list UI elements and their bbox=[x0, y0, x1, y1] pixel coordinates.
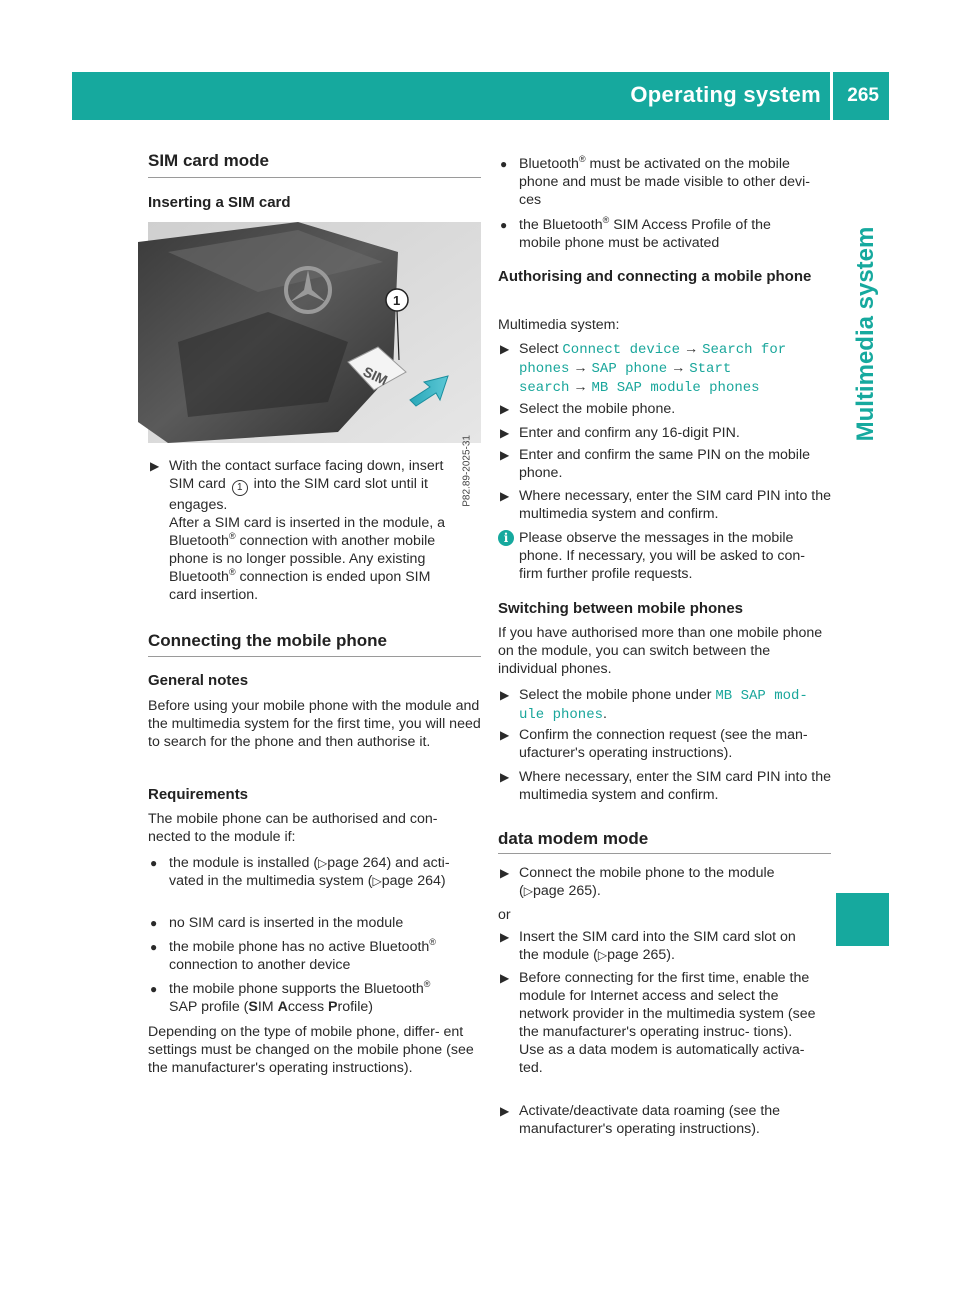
section-rule bbox=[148, 656, 481, 657]
sim-label: SIM bbox=[360, 363, 391, 389]
list-item: ▶ Where necessary, enter the SIM card PIN into the multimedia system and confirm. bbox=[500, 769, 831, 803]
sim-card-figure bbox=[148, 222, 481, 507]
step-marker-icon: ▶ bbox=[500, 1104, 510, 1118]
bullet-icon: ● bbox=[500, 157, 508, 171]
bullet-icon: ● bbox=[150, 982, 158, 996]
list-item: ▶ Enter and confirm the same PIN on the mobile phone. bbox=[500, 447, 810, 481]
info-icon: i bbox=[498, 530, 514, 546]
step-marker-icon: ▶ bbox=[500, 489, 510, 503]
section-title-connecting: Connecting the mobile phone bbox=[148, 631, 387, 650]
bullet-icon: ● bbox=[150, 940, 158, 954]
list-item: ● the mobile phone supports the Bluetooth® SAP profile (SIM Access Profile) bbox=[150, 979, 431, 1015]
list-item: ● the mobile phone has no active Bluetooth® connection to another device bbox=[150, 937, 436, 973]
step-marker-icon: ▶ bbox=[500, 448, 510, 462]
list-item: ▶ Select Connect device → Search for phones → SAP phone → Start search → MB SAP module phones bbox=[500, 341, 787, 396]
step-marker-icon: ▶ bbox=[500, 342, 510, 356]
menu-search: search bbox=[519, 380, 570, 396]
page-number: 265 bbox=[847, 85, 879, 106]
subsection-title-requirements: Requirements bbox=[148, 786, 249, 803]
step-marker-icon: ▶ bbox=[150, 459, 160, 473]
sim-module-illustration bbox=[148, 222, 481, 443]
subsection-title-switching: Switching between mobile phones bbox=[498, 600, 744, 617]
side-tab-marker bbox=[836, 893, 889, 946]
menu-connect-device: Connect device bbox=[562, 342, 681, 358]
general-notes-text: Before using your mobile phone with the module and the multimedia system for the first time, you will need to search for the phone and then authorise it. bbox=[148, 698, 481, 750]
list-item: ▶ With the contact surface facing down, insert SIM card 1 into the SIM card slot until it engages. After a SIM card is inserted in the module, a Bluetooth® connection with another mobile phone is no longer possible. Any existing Bluetooth® connection is ended upon SIM card insertion. bbox=[150, 458, 445, 603]
subsection-title-authorising: Authorising and connecting a mobile phone bbox=[498, 268, 812, 285]
auth-intro: Multimedia system: bbox=[498, 317, 620, 333]
list-item: ● the module is installed (▷page 264) and acti- vated in the multimedia system (▷page 264) bbox=[150, 855, 450, 889]
side-tab bbox=[836, 120, 889, 710]
list-item: ▶ Before connecting for the first time, enable the module for Internet access and select the network provider in the multimedia system (see the manufacturer's operating instruc- tions). Use as a data modem is automatically activa- ted. bbox=[500, 970, 816, 1076]
info-note: i Please observe the messages in the mobile phone. If necessary, you will be asked to con- firm further profile requests. bbox=[498, 529, 831, 583]
page-ref-icon: ▷ bbox=[523, 884, 533, 898]
section-title-data-modem: data modem mode bbox=[498, 829, 649, 848]
depending-text: Depending on the type of mobile phone, differ- ent settings must be changed on the mobile phone (see the manufacturer's operating instructions). bbox=[148, 1024, 474, 1076]
requirements-intro: The mobile phone can be authorised and con- nected to the module if: bbox=[148, 811, 438, 845]
list-item: ▶ Insert the SIM card into the SIM card slot on the module (▷page 265). bbox=[500, 929, 796, 963]
step-marker-icon: ▶ bbox=[500, 866, 510, 880]
menu-mb-sap-module: MB SAP mod‐ bbox=[715, 688, 808, 704]
list-item: ● no SIM card is inserted in the module bbox=[150, 915, 404, 931]
side-tab-label: Multimedia system bbox=[852, 226, 879, 442]
section-rule bbox=[148, 177, 481, 178]
list-item: ▶ Select the mobile phone under MB SAP mod‐ ule phones. bbox=[500, 687, 808, 723]
step-marker-icon: ▶ bbox=[500, 688, 510, 702]
list-item: ▶ Connect the mobile phone to the module (▷page 265). bbox=[500, 865, 775, 899]
callout-1-icon: 1 bbox=[232, 480, 248, 496]
page-header bbox=[72, 72, 889, 120]
menu-mb-sap-module-phones: MB SAP module phones bbox=[591, 380, 760, 396]
subsection-title-general: General notes bbox=[148, 672, 249, 689]
list-item: ● Bluetooth® must be activated on the mobile phone and must be made visible to other devi- ces bbox=[500, 154, 811, 208]
step-marker-icon: ▶ bbox=[500, 770, 510, 784]
figure-code: P82.89-2025-31 bbox=[462, 435, 473, 507]
callout-number: 1 bbox=[393, 293, 401, 308]
list-item: ▶ Select the mobile phone. bbox=[500, 401, 676, 417]
menu-ule-phones: ule phones bbox=[519, 707, 604, 723]
step-marker-icon: ▶ bbox=[500, 971, 510, 985]
menu-sap-phone: SAP phone bbox=[591, 361, 668, 377]
section-rule bbox=[498, 853, 831, 854]
menu-search-for: Search for bbox=[702, 342, 787, 358]
list-item: ▶ Where necessary, enter the SIM card PIN into the multimedia system and confirm. bbox=[500, 488, 831, 522]
step-marker-icon: ▶ bbox=[500, 402, 510, 416]
header-separator bbox=[830, 72, 833, 120]
bullet-icon: ● bbox=[500, 218, 508, 232]
step-marker-icon: ▶ bbox=[500, 728, 510, 742]
switch-text: If you have authorised more than one mobile phone on the module, you can switch between the individual phones. bbox=[498, 625, 823, 677]
list-item: ▶ Confirm the connection request (see the man- ufacturer's operating instructions). bbox=[500, 727, 808, 761]
page-ref-icon: ▷ bbox=[318, 856, 328, 870]
menu-phones: phones bbox=[519, 361, 570, 377]
list-item: ▶ Enter and confirm any 16-digit PIN. bbox=[500, 425, 740, 441]
step-marker-icon: ▶ bbox=[500, 426, 510, 440]
chapter-title: Operating system bbox=[630, 82, 821, 107]
modem-or: or bbox=[498, 907, 511, 923]
list-item: ● the Bluetooth® SIM Access Profile of the mobile phone must be activated bbox=[500, 215, 771, 251]
menu-start: Start bbox=[689, 361, 732, 377]
section-title-sim-card-mode: SIM card mode bbox=[148, 151, 269, 170]
step-marker-icon: ▶ bbox=[500, 930, 510, 944]
page-ref-icon: ▷ bbox=[597, 948, 608, 962]
list-item: ▶ Activate/deactivate data roaming (see the manufacturer's operating instructions). bbox=[500, 1103, 781, 1137]
page-ref-icon: ▷ bbox=[372, 874, 382, 888]
bullet-icon: ● bbox=[150, 916, 158, 930]
bullet-icon: ● bbox=[150, 856, 158, 870]
subsection-title-inserting: Inserting a SIM card bbox=[148, 194, 291, 211]
